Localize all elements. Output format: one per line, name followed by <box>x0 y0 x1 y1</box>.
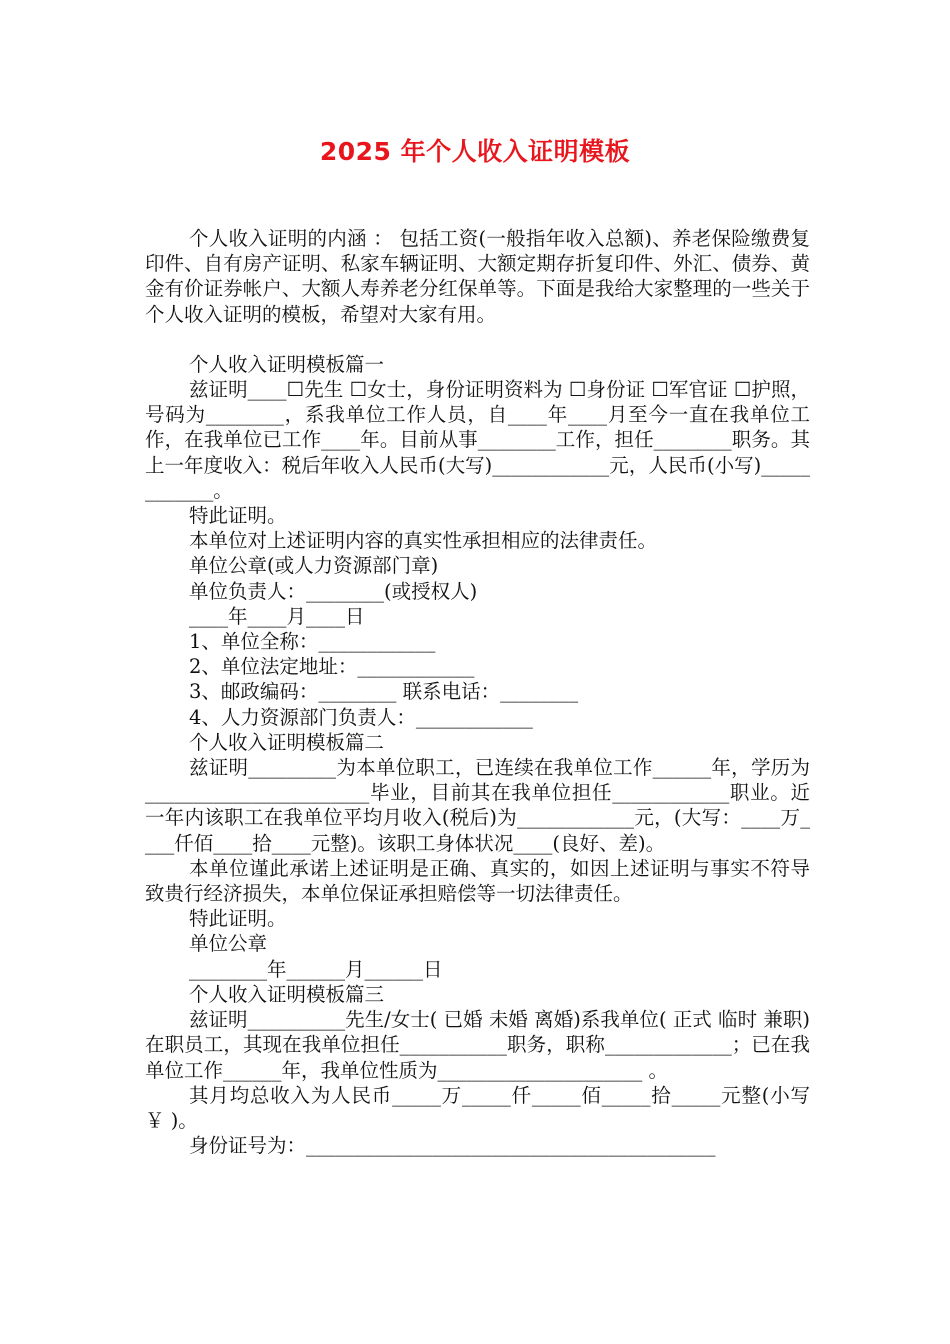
template-1-field-company-name: 1、单位全称：____________ <box>189 630 436 654</box>
template-3-id-number-line: 身份证号为：__________________________________________ <box>189 1134 716 1158</box>
page-title: 2025 年个人收入证明模板 <box>319 137 631 166</box>
template-1-certify-line: 特此证明。 <box>189 504 287 528</box>
template-1-signatory-line: 单位负责人：________(或授权人) <box>189 579 478 603</box>
template-1-seal-line: 单位公章(或人力资源部门章) <box>189 554 439 578</box>
template-1-field-postcode-phone: 3、邮政编码：________ 联系电话：________ <box>189 680 579 704</box>
intro-paragraph: 个人收入证明的内涵 ： 包括工资(一般指年收入总额)、养老保险缴费复印件、自有房产证明、私家车辆证明、大额定期存折复印件、外汇、债券、黄金有价证券帐户、大额人寿养老分红保单等。下面是我给大家整理的一些关于个人收入证明的模板，希望对大家有用。 <box>145 227 810 326</box>
template-3-body: 兹证明__________先生/女士( 已婚 未婚 离婚)系我单位( 正式 临时 兼职)在职员工，其现在我单位担任___________职务，职称_____________；已在我单位工作______年，我单位性质为_____________________ 。 <box>145 1008 810 1082</box>
template-2-commitment: 本单位谨此承诺上述证明是正确、真实的，如因上述证明与事实不符导致贵行经济损失，本单位保证承担赔偿等一切法律责任。 <box>145 856 810 906</box>
template-1-liability-line: 本单位对上述证明内容的真实性承担相应的法律责任。 <box>189 529 658 553</box>
template-2-body: 兹证明_________为本单位职工，已连续在我单位工作______年，学历为_______________________毕业，目前其在我单位担任____________职业。近一年内该职工在我单位平均月收入(税后)为____________元，(大写：____万____仟佰____拾____元整)。该职工身体状况____(良好、差)。 <box>145 756 810 855</box>
paragraph-spacer <box>145 327 810 352</box>
template-1-body: 兹证明____☐先生 ☐女士，身份证明资料为 ☐身份证 ☐军官证 ☐护照，号码为________，系我单位工作人员，自____年____月至今一直在我单位工作，在我单位已工作____年。目前从事________工作，担任________职务。其上一年度收入：税后年收入人民币(大写)____________元，人民币(小写)____________。 <box>145 378 810 502</box>
template-1-field-hr-head: 4、人力资源部门负责人：____________ <box>189 705 533 729</box>
template-2-certify-line: 特此证明。 <box>189 907 287 931</box>
section-heading-template-2: 个人收入证明模板篇二 <box>189 730 385 754</box>
template-2-seal-line: 单位公章 <box>189 932 268 956</box>
template-1-date-line: ____年____月____日 <box>189 604 365 628</box>
section-heading-template-3: 个人收入证明模板篇三 <box>189 982 385 1006</box>
section-heading-template-1: 个人收入证明模板篇一 <box>189 352 385 376</box>
template-3-income-line: 其月均总收入为人民币_____万_____仟_____佰_____拾_____元整(小写￥ )。 <box>145 1083 810 1132</box>
template-1-field-address: 2、单位法定地址：____________ <box>189 655 475 679</box>
document-body <box>145 226 810 1158</box>
template-2-date-line: ________年______月______日 <box>189 957 443 981</box>
